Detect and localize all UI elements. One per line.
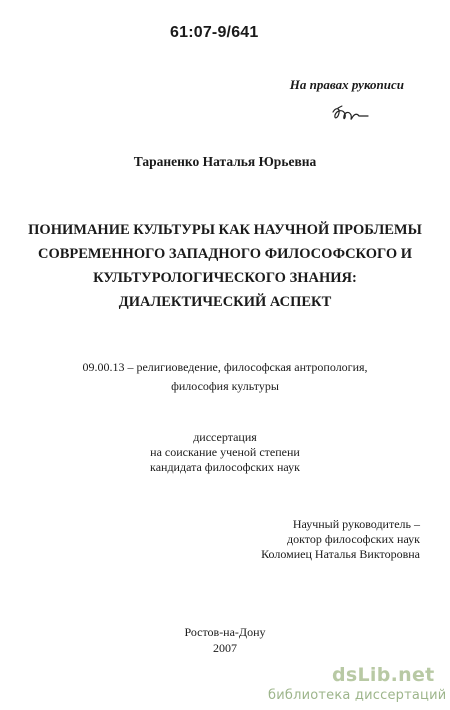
degree-line: кандидата философских наук — [150, 460, 300, 474]
shelf-mark: 61:07-9/641 — [170, 24, 259, 41]
specialty-code — [0, 358, 450, 396]
degree-line: диссертация — [193, 430, 257, 444]
watermark-logo: dsLib.net — [332, 664, 435, 686]
author-name: Тараненко Наталья Юрьевна — [133, 154, 317, 169]
specialty-line: философия культуры — [171, 379, 279, 393]
degree-statement — [0, 430, 450, 475]
title-line: ПОНИМАНИЕ КУЛЬТУРЫ КАК НАУЧНОЙ ПРОБЛЕМЫ — [28, 222, 422, 238]
supervisor-line: Коломиец Наталья Викторовна — [261, 547, 420, 561]
title-line: ДИАЛЕКТИЧЕСКИЙ АСПЕКТ — [118, 294, 332, 310]
watermark-subtitle: библиотека диссертаций — [268, 688, 447, 703]
dissertation-title — [0, 218, 450, 314]
scientific-supervisor — [261, 517, 420, 562]
handwritten-signature — [330, 104, 370, 126]
place-and-year — [0, 624, 450, 656]
manuscript-rights-label: На правах рукописи — [289, 77, 404, 92]
title-line: СОВРЕМЕННОГО ЗАПАДНОГО ФИЛОСОФСКОГО И — [37, 246, 413, 262]
title-line: КУЛЬТУРОЛОГИЧЕСКОГО ЗНАНИЯ: — [93, 270, 357, 286]
supervisor-line: доктор философских наук — [287, 532, 420, 546]
city: Ростов-на-Дону — [184, 625, 266, 639]
specialty-line: 09.00.13 – религиоведение, философская антропология, — [82, 360, 368, 374]
year: 2007 — [213, 641, 237, 655]
supervisor-line: Научный руководитель – — [292, 517, 420, 531]
degree-line: на соискание ученой степени — [150, 445, 300, 459]
